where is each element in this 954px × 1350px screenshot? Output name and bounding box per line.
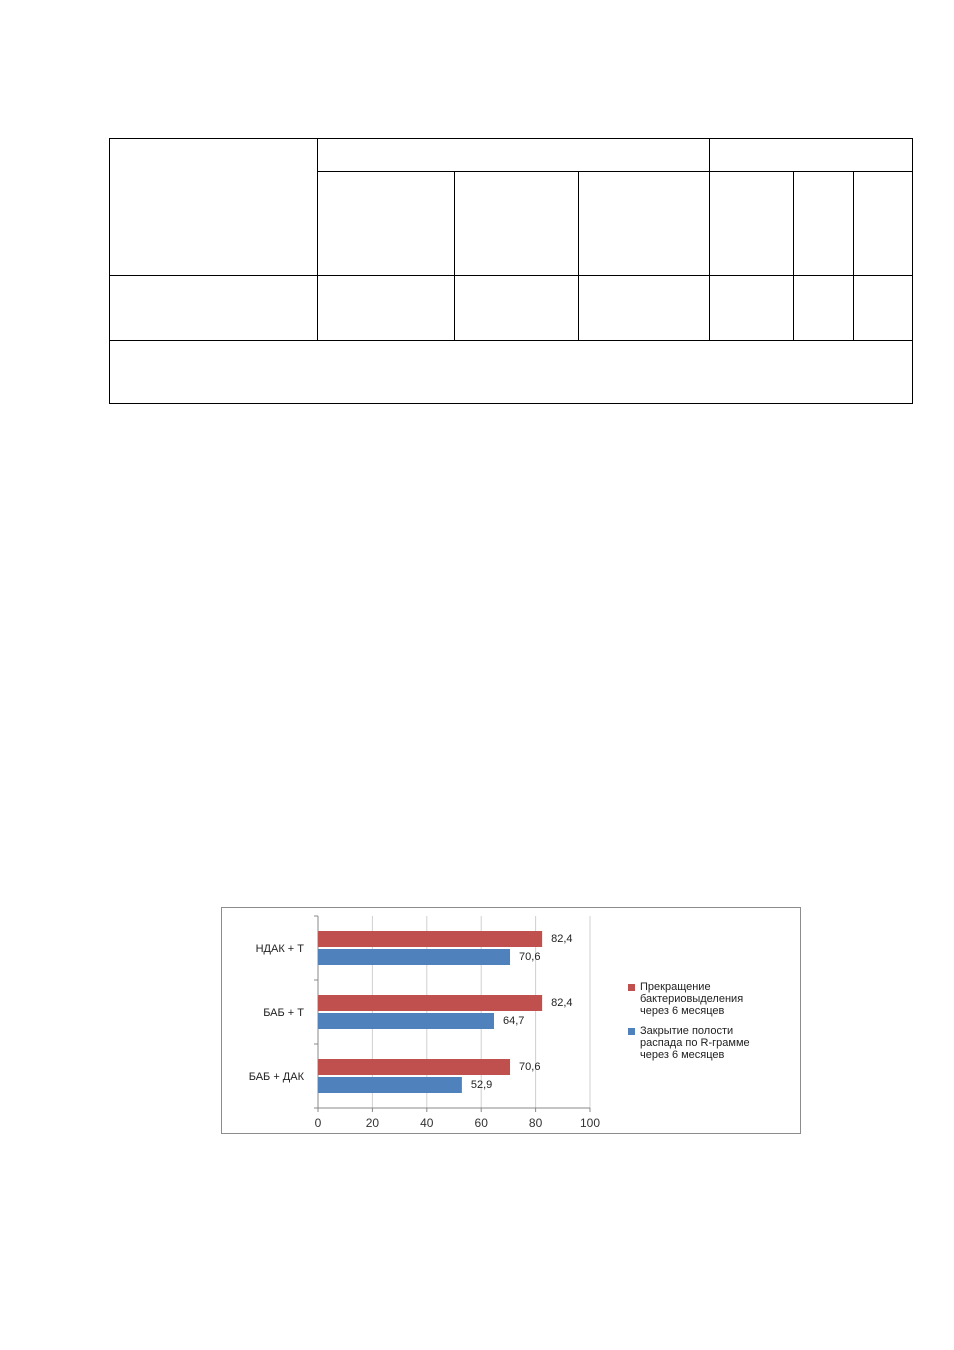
legend-line: Прекращение [640,981,711,993]
legend-line: через 6 месяцев [640,1049,725,1061]
bar-chart [221,907,801,1134]
legend-label-red [640,981,743,1017]
category-label: БАБ + ДАК [248,1071,304,1083]
data-table [109,138,913,404]
legend-line: бактериовыделения [640,993,744,1005]
category-label: НДАК + Т [255,943,304,955]
data-label: 82,4 [551,933,573,945]
data-label: 52,9 [470,1079,493,1091]
bar [318,995,542,1011]
x-tick-label: 0 [314,1116,322,1130]
bar [318,1059,510,1075]
legend-line: через 6 месяцев [640,1005,725,1017]
chart-legend [628,981,796,1069]
legend-swatch-blue [628,1028,635,1035]
table-grid [109,138,913,404]
table-outer-border [110,139,913,404]
data-label: 64,7 [502,1015,525,1027]
legend-line: распада по R-грамме [640,1037,750,1049]
legend-swatch-red [628,984,635,991]
x-tick-label: 60 [474,1116,488,1130]
data-label: 70,6 [519,951,541,963]
legend-line: Закрытие полости [640,1025,734,1037]
bar [318,931,542,947]
x-tick-label: 80 [528,1116,543,1130]
data-label: 82,4 [551,997,573,1009]
legend-item-red [628,981,796,1017]
legend-label-blue [640,1025,750,1061]
x-tick-label: 20 [365,1116,380,1130]
bar [318,1077,462,1093]
bar [318,1013,494,1029]
data-label: 70,6 [519,1061,541,1073]
legend-item-blue [628,1025,796,1061]
bar [318,949,510,965]
category-label: БАБ + Т [263,1007,304,1019]
x-tick-label: 40 [420,1116,434,1130]
x-tick-label: 100 [579,1116,601,1130]
